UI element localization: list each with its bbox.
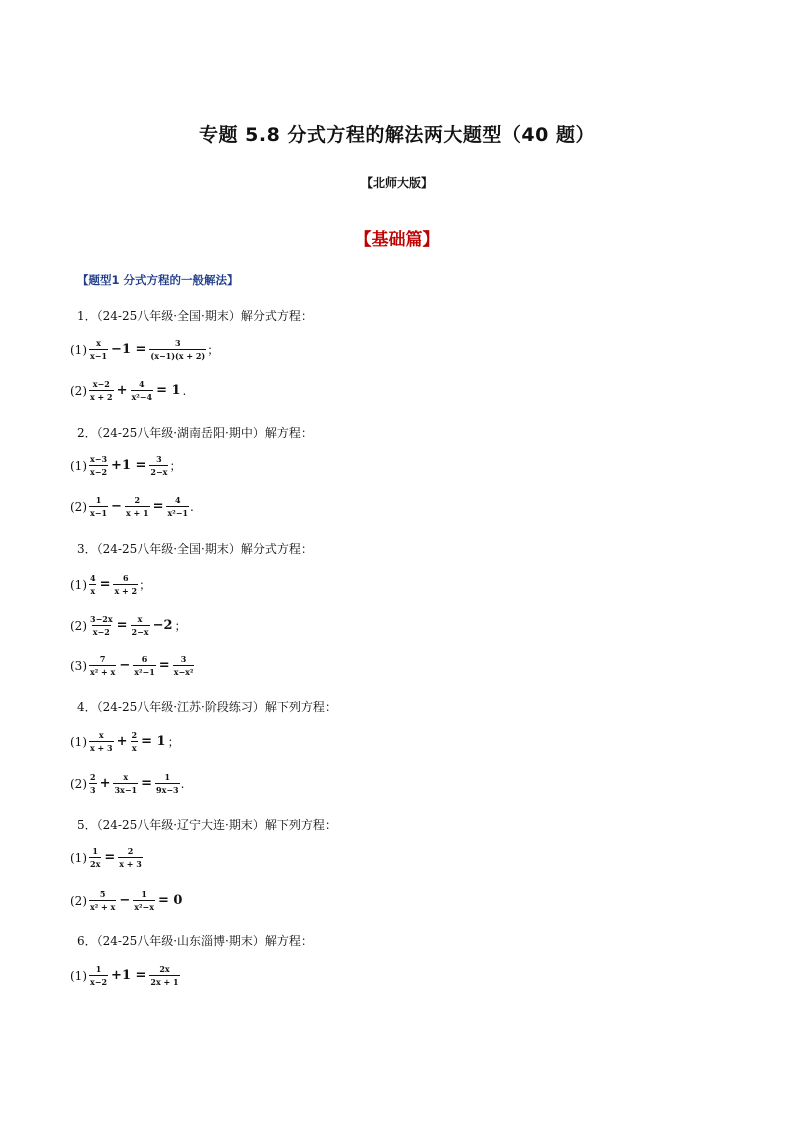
part-label: (2) (70, 499, 87, 514)
equation-part (70, 654, 195, 677)
fraction (89, 338, 108, 361)
fraction (149, 964, 179, 987)
page-title: 专题 5.8 分式方程的解法两大题型（40 题） (199, 124, 595, 146)
numerator: 3 (175, 338, 181, 348)
fraction (89, 654, 116, 677)
numerator: 6 (123, 573, 129, 583)
fraction (133, 654, 156, 677)
numerator: x−2 (92, 379, 110, 389)
equation-part (70, 614, 187, 637)
punctuation: ； (167, 735, 180, 749)
fraction (149, 454, 168, 477)
numerator: 7 (99, 654, 106, 664)
section-banner: 【基础篇】 (354, 230, 440, 250)
equation-part (70, 846, 144, 869)
denominator: x−2 (92, 627, 110, 637)
denominator: x−2 (90, 467, 108, 477)
operator: −1 = (111, 342, 147, 357)
numerator: 2x (159, 964, 170, 974)
punctuation: . (180, 776, 185, 791)
part-label: (2) (70, 383, 87, 398)
punctuation: . (190, 499, 194, 514)
denominator: x²−4 (131, 392, 153, 402)
equation-part (70, 772, 184, 795)
denominator: x−x² (173, 667, 194, 677)
fraction (166, 495, 189, 518)
fraction (89, 495, 108, 518)
operator: = (116, 618, 128, 633)
denominator: x (90, 586, 96, 596)
operator: − (119, 658, 131, 673)
operator: + (116, 734, 128, 749)
operator: = (152, 499, 164, 514)
fraction (113, 573, 138, 596)
denominator: x + 2 (90, 392, 113, 402)
operator: = 1 (156, 383, 181, 398)
numerator: 3 (180, 654, 187, 664)
equation-part (70, 964, 181, 987)
denominator: 3x−1 (114, 785, 138, 795)
numerator: 1 (141, 889, 147, 899)
question-stem: 2．（24-25八年级·湖南岳阳·期中）解方程： (77, 426, 313, 440)
denominator: x + 3 (119, 859, 142, 869)
numerator: 1 (92, 846, 98, 856)
part-label: (2) (70, 618, 87, 633)
part-label: (3) (70, 658, 87, 673)
denominator: 9x−3 (156, 785, 179, 795)
numerator: 3 (156, 454, 162, 464)
numerator: x (123, 772, 129, 782)
fraction (133, 889, 155, 912)
fraction (89, 964, 108, 987)
operator: −2 (152, 618, 173, 633)
fraction (173, 654, 195, 677)
punctuation: ； (174, 619, 187, 633)
denominator: x² + x (90, 667, 116, 677)
fraction (89, 573, 97, 596)
numerator: 1 (95, 964, 102, 974)
part-label: (1) (70, 458, 87, 473)
part-label: (2) (70, 776, 87, 791)
equation-part (70, 889, 184, 912)
equation-part (70, 730, 180, 753)
numerator: 6 (141, 654, 148, 664)
numerator: 3−2x (90, 614, 113, 624)
fraction (118, 846, 143, 869)
question-stem: 5．（24-25八年级·辽宁大连·期末）解下列方程： (77, 818, 337, 832)
equation-part (70, 338, 219, 361)
numerator: 4 (174, 495, 181, 505)
part-label: (2) (70, 893, 87, 908)
numerator: 4 (139, 379, 145, 389)
denominator: x²−1 (134, 667, 155, 677)
fraction (131, 379, 154, 402)
denominator: 2−x (150, 467, 168, 477)
fraction (155, 772, 180, 795)
question-stem: 6．（24-25八年级·山东淄博·期末）解方程： (77, 934, 313, 948)
denominator: x−1 (90, 508, 108, 518)
operator: = (158, 658, 170, 673)
punctuation: ； (139, 578, 152, 592)
operator: +1 = (111, 458, 147, 473)
fraction (131, 730, 139, 753)
fraction (113, 772, 138, 795)
denominator: 2−x (131, 627, 149, 637)
operator: − (119, 893, 131, 908)
numerator: 2 (131, 730, 138, 740)
denominator: x² + x (90, 902, 116, 912)
denominator: 3 (90, 785, 96, 795)
denominator: x²−x (134, 902, 154, 912)
denominator: 2x (90, 859, 101, 869)
numerator: x (98, 730, 104, 740)
fraction (125, 495, 150, 518)
numerator: 2 (134, 495, 141, 505)
operator: = (141, 776, 152, 791)
edition-label: 【北师大版】 (360, 176, 433, 190)
denominator: x²−1 (167, 508, 189, 518)
equation-part (70, 379, 186, 402)
operator: − (111, 499, 122, 514)
part-label: (1) (70, 968, 87, 983)
fraction (89, 454, 108, 477)
operator: = (99, 577, 111, 592)
fraction (149, 338, 206, 361)
operator: + (116, 383, 128, 398)
part-label: (1) (70, 342, 87, 357)
question-type-heading: 【题型1 分式方程的一般解法】 (77, 273, 239, 287)
part-label: (1) (70, 734, 87, 749)
numerator: x−3 (90, 454, 108, 464)
part-label: (1) (70, 577, 87, 592)
operator: +1 = (111, 968, 147, 983)
equation-part (70, 573, 151, 596)
numerator: 2 (90, 772, 96, 782)
fraction (131, 614, 150, 637)
punctuation: . (182, 383, 187, 398)
numerator: 1 (164, 772, 171, 782)
denominator: x (131, 743, 137, 753)
fraction (89, 889, 116, 912)
denominator: x + 1 (125, 508, 149, 518)
operator: + (99, 776, 111, 791)
operator: = 0 (157, 893, 183, 908)
equation-part (70, 454, 181, 477)
equation-part (70, 495, 194, 518)
numerator: 1 (95, 495, 102, 505)
numerator: 2 (127, 846, 134, 856)
operator: = (104, 850, 116, 865)
punctuation: ； (207, 343, 220, 357)
denominator: (x−1)(x + 2) (150, 351, 206, 361)
fraction (89, 846, 101, 869)
denominator: x + 2 (114, 586, 138, 596)
part-label: (1) (70, 850, 87, 865)
punctuation: ； (169, 459, 182, 473)
fraction (89, 379, 114, 402)
operator: = 1 (141, 734, 166, 749)
numerator: x (137, 614, 143, 624)
fraction (89, 614, 114, 637)
denominator: x + 3 (90, 743, 113, 753)
denominator: 2x + 1 (150, 977, 179, 987)
numerator: 4 (90, 573, 96, 583)
numerator: 5 (99, 889, 106, 899)
question-stem: 1．（24-25八年级·全国·期末）解分式方程： (77, 309, 313, 323)
denominator: x−1 (90, 351, 108, 361)
question-stem: 4．（24-25八年级·江苏·阶段练习）解下列方程： (77, 700, 337, 714)
fraction (89, 772, 97, 795)
denominator: x−2 (90, 977, 108, 987)
question-stem: 3．（24-25八年级·全国·期末）解分式方程： (77, 542, 313, 556)
fraction (89, 730, 114, 753)
numerator: x (96, 338, 101, 348)
